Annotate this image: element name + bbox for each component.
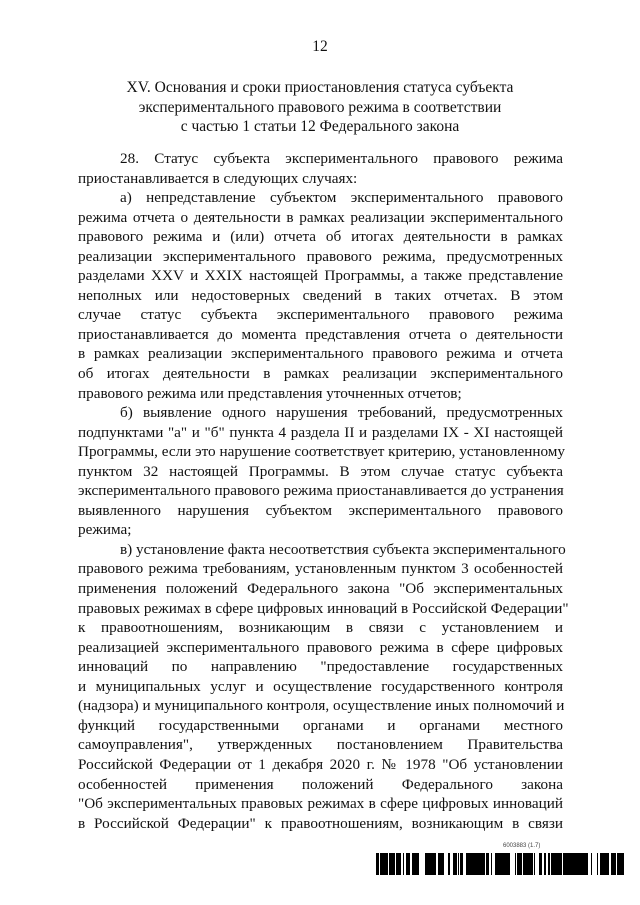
- body-line: пунктом 32 настоящей Программы. В этом случае статус субъекта: [78, 462, 563, 480]
- body-line: режима отчета о деятельности в рамках реализации экспериментального: [78, 208, 563, 226]
- body-line: Российской Федерации от 1 декабря 2020 г. № 1978 "Об установлении: [78, 755, 563, 773]
- body-line: выявленного нарушения субъектом экспериментального правового: [78, 501, 563, 519]
- body-line: инноваций по направлению "предоставление государственных: [78, 658, 563, 676]
- body-line: реализацией экспериментального правового режима в сфере цифровых: [78, 638, 563, 656]
- section-heading: [80, 78, 560, 137]
- body-line: а) непредставление субъектом экспериментального правового: [120, 189, 563, 207]
- body-line: правового режима требованиям, установленным пунктом 3 особенностей: [78, 560, 563, 578]
- heading-line: с частью 1 статьи 12 Федерального закона: [180, 118, 460, 136]
- body-line: подпунктами "а" и "б" пункта 4 раздела II и разделами IX - XI настоящей: [78, 423, 563, 441]
- body-line: разделами XXV и XXIX настоящей Программы, а также представление: [78, 267, 563, 285]
- body-text: [78, 149, 569, 833]
- body-line: особенностей применения положений Федерального закона: [78, 775, 563, 793]
- body-line: применения положений Федерального закона "Об экспериментальных: [78, 580, 563, 598]
- body-line: экспериментального правового режима приостанавливается до устранения: [78, 482, 564, 500]
- heading-line: экспериментального правового режима в соответствии: [138, 98, 502, 116]
- body-line: об итогах деятельности в рамках реализации экспериментального: [78, 365, 563, 383]
- body-line: б) выявление одного нарушения требований, предусмотренных: [120, 404, 563, 422]
- body-line: Программы, если это нарушение соответствует критерию, установленному: [78, 443, 565, 461]
- body-line: приостанавливается до момента представления отчета о деятельности: [78, 325, 563, 343]
- page-number: 12: [312, 38, 328, 55]
- body-line: к правоотношениям, возникающим в связи с установлением и: [78, 619, 563, 637]
- body-line: реализации экспериментального правового режима, предусмотренных: [78, 247, 563, 265]
- body-line: в) установление факта несоответствия субъекта экспериментального: [120, 540, 566, 558]
- body-line: правового режима или представления уточненных отчетов;: [78, 384, 462, 402]
- body-line: правовых режимах в сфере цифровых инноваций в Российской Федерации": [78, 599, 569, 617]
- body-line: в Российской Федерации" к правоотношениям, возникающим в связи: [78, 814, 563, 832]
- body-line: (надзора) и муниципального контроля, осуществление иных полномочий и: [78, 697, 565, 715]
- body-line: 28. Статус субъекта экспериментального правового режима: [120, 150, 563, 167]
- body-line: в рамках реализации экспериментального правового режима и отчета: [78, 345, 563, 363]
- body-line: случае статус субъекта экспериментального правового режима: [78, 306, 563, 324]
- body-line: "Об экспериментальных правовых режимах в сфере цифровых инноваций: [78, 795, 563, 813]
- body-line: правового режима и (или) отчета об итогах деятельности в рамках: [78, 228, 563, 246]
- body-line: самоуправления", утвержденных постановлением Правительства: [78, 736, 563, 754]
- body-line: и муниципальных услуг и осуществление государственного контроля: [78, 677, 563, 695]
- body-line: приостанавливается в следующих случаях:: [78, 169, 358, 187]
- heading-line: XV. Основания и сроки приостановления статуса субъекта: [126, 79, 514, 96]
- body-line: режима;: [78, 521, 132, 539]
- body-line: функций государственными органами и органами местного: [78, 716, 563, 734]
- barcode-icon: [376, 853, 626, 875]
- body-line: неполных или недостоверных сведений в таких отчетах. В этом: [78, 286, 563, 304]
- barcode-label: 6003883 (1.7): [503, 843, 541, 849]
